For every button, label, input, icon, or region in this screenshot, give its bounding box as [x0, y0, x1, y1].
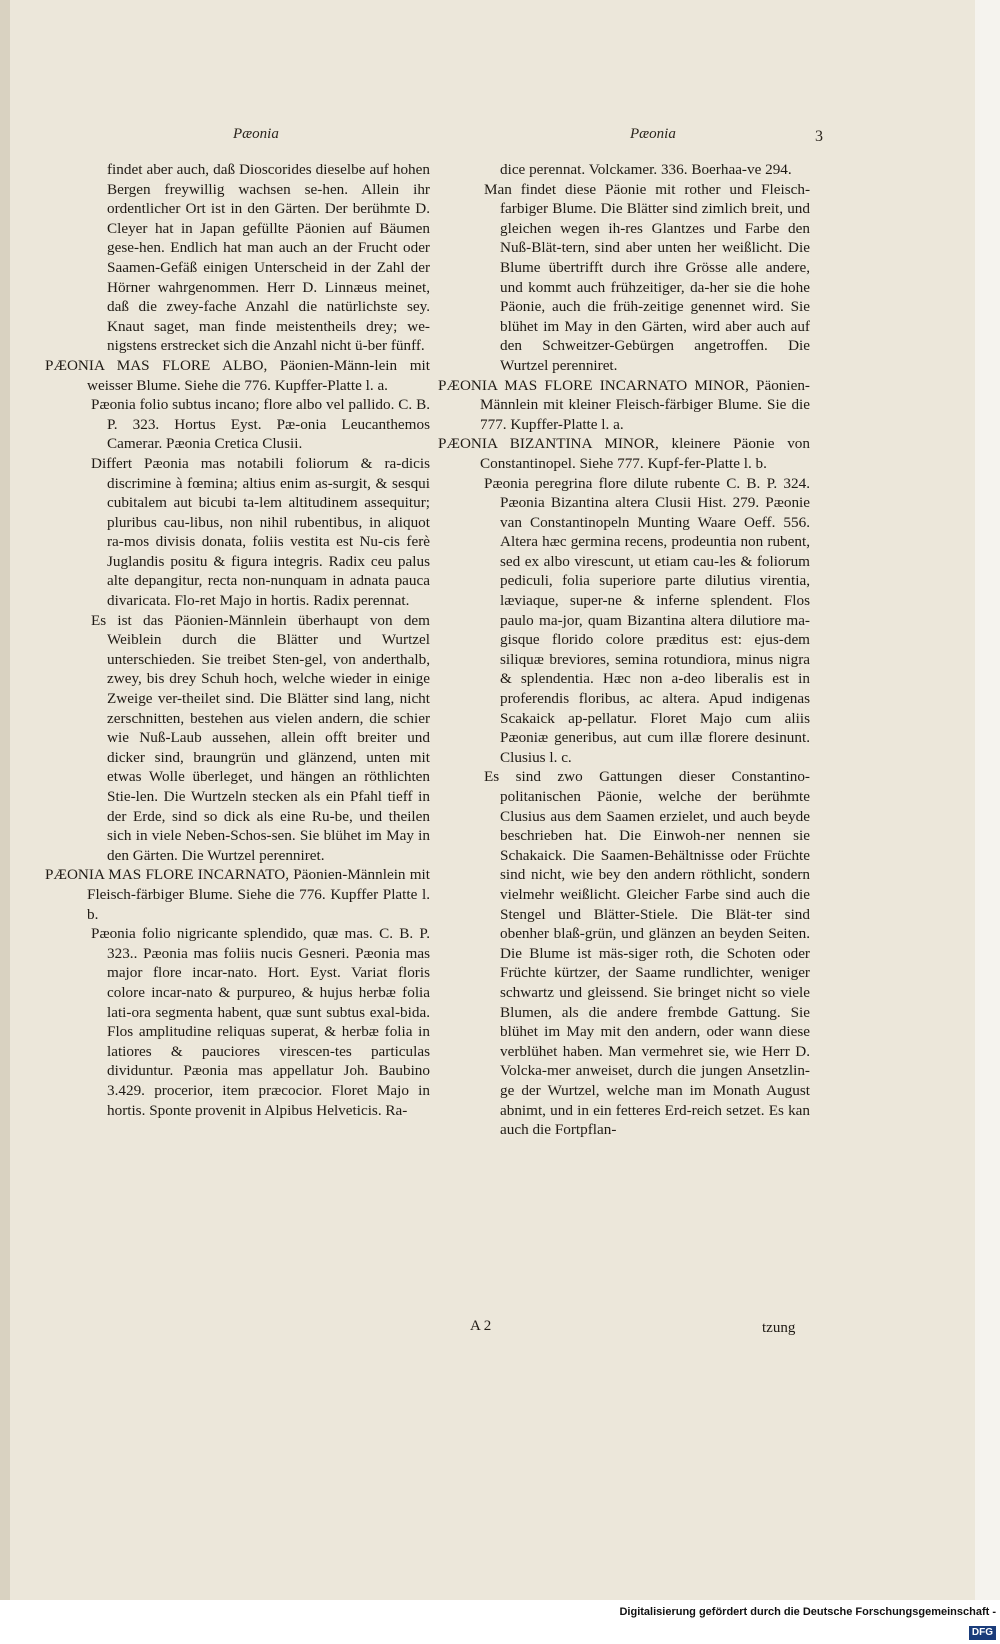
- page-margin: [975, 0, 1000, 1600]
- digitization-credit: [600, 1602, 1000, 1639]
- header-left-title: Pæonia: [233, 126, 279, 142]
- latin-synonyms: Pæonia folio subtus incano; flore albo vel pallido. C. B. P. 323. Hortus Eyst. Pæ-onia Leucanthemos Camerar. Pæonia Cretica Clusii.: [91, 396, 430, 453]
- header-right-title: Pæonia: [630, 126, 676, 142]
- signature-mark: A 2: [470, 1318, 492, 1334]
- latin-description: Pæonia peregrina flore dilute rubente C. B. P. 324. Pæonia Bizantina altera Clusii Hist. 279. Pæonie van Constantinopeln Munting Waare Oeff. 556. Altera hæc germina recens, prodeuntia non rubent, sed ex albo virescunt, ut etiam cau-les & foliorum pediculi, folia superiore parte dilutius virentia, læviaque, super-ne & inferne splendent. Flos paulo ma-jor, quam Bizantina altera dilutiore ma-gisque florido colore præditus est: ejus-dem siliquæ breviores, semina rotundiora, minus nigra & splendentia. Hæc non a-deo liberalis est in proferendis floribus, ac altera. Apud indigenas Scakaick ap-pellatur. Floret Majo cum aliis Pæoniæ generibus, aut cum illæ florere desinunt. Clusius l. c.: [484, 474, 810, 766]
- page-number: 3: [815, 128, 823, 145]
- left-column: [45, 160, 430, 1120]
- right-column: [438, 160, 810, 1140]
- species-heading: PÆONIA BIZANTINA MINOR, kleinere Päonie von Constantinopel. Siehe 777. Kupf-fer-Platte l. b.: [438, 435, 810, 472]
- german-description: Es ist das Päonien-Männlein überhaupt von dem Weiblein durch die Blätter und Wurtzel unterschieden. Sie treibet Sten-gel, von anderthalb, zwey, bis drey Schuh hoch, welche wieder in einige Zweige ver-theilet sind. Die Blätter sind lang, nicht zerschnitten, bestehen aus vielen andern, die schier wie Nuß-Laub aussehen, allein offt breiter und dicker sind, braungrün und glänzend, unten mit etwas Wolle überleget, und hängen an röthlichten Stie-len. Die Wurtzeln stecken als ein Pfahl tieff in der Erde, sind so dick als eine Ru-be, und theilen sich in viele Neben-Schos-sen. Sie blühet im May in den Gärten. Die Wurtzel perenniret.: [91, 611, 430, 864]
- running-header: [0, 126, 975, 152]
- credit-text: Digitalisierung gefördert durch die Deutsche Forschungsgemeinschaft -: [619, 1606, 996, 1618]
- catchword: tzung: [762, 1320, 796, 1336]
- paragraph: findet aber auch, daß Dioscorides dieselbe auf hohen Bergen freywillig wachsen se-hen. Allein ihr ordentlicher Ort ist in den Gärten. Der berühmte D. Cleyer hat in Japan gefüllte Päonien auf Bäumen gese-hen. Endlich hat man auch an der Frucht oder Saamen-Gefäß einigen Unterscheid in der Zahl der Hörner wahrgenommen. Herr D. Linnæus meinet, daß die zwey-fache Anzahl die natürlichste sey. Knaut saget, man finde meistentheils drey; we-nigstens erstrecket sich die Anzahl nicht ü-ber fünff.: [107, 161, 430, 355]
- paragraph: dice perennat. Volckamer. 336. Boerhaa-ve 294.: [500, 161, 792, 178]
- binding-edge: [0, 0, 10, 1600]
- species-heading: PÆONIA MAS FLORE INCARNATO MINOR, Päonien-Männlein mit kleiner Fleisch-färbiger Blume. Sie die 777. Kupffer-Platte l. a.: [438, 376, 810, 433]
- german-description: Man findet diese Päonie mit rother und Fleisch-farbiger Blume. Die Blätter sind zimlich breit, und gleichen wegen ih-res Glantzes und Farbe den Nuß-Blät-tern, sind aber unten her weißlicht. Die Blume übertrifft durch ihre Grösse alle andere, und kommt auch frühzeitiger, da-her sie die hohe Päonie, auch die früh-zeitige genennet wird. Sie blühet im May in den Gärten, wird aber auch auf den Schweitzer-Gebürgen angetroffen. Die Wurtzel perenniret.: [484, 180, 810, 374]
- latin-description: Differt Pæonia mas notabili foliorum & ra-dicis discrimine à fœmina; altius enim as-surgit, & sesqui cubitalem aut bicubi ta-lem altitudinem assequitur; pluribus cau-libus, non nihil rubentibus, in aliquot ra-mos divisis donata, foliis vestita est Nu-cis ferè Juglandis positu & figura integris. Radix ceu palus alte depangitur, recta non-nunquam in adnata pauca divaricata. Flo-ret Majo in hortis. Radix perennat.: [91, 454, 430, 610]
- latin-description: Pæonia folio nigricante splendido, quæ mas. C. B. P. 323.. Pæonia mas foliis nucis Gesneri. Pæonia mas major flore incar-nato. Hort. Eyst. Variat floris colore incar-nato & purpureo, & hujus herbæ folia lati-ora segmenta habent, quæ sunt subtus exal-bida. Flos amplitudine reliquas superat, & herbæ folia in latiores & pauciores virescen-tes particulas dividuntur. Pæonia mas appellatur Joh. Baubino 3.429. procerior, item præcocior. Floret Majo in hortis. Sponte provenit in Alpibus Helveticis. Ra-: [91, 925, 430, 1119]
- species-heading: PÆONIA MAS FLORE ALBO, Päonien-Männ-lein mit weisser Blume. Siehe die 776. Kupffer-Platte l. a.: [45, 356, 430, 394]
- dfg-logo: DFG: [969, 1626, 996, 1640]
- species-heading: PÆONIA MAS FLORE INCARNATO, Päonien-Männlein mit Fleisch-färbiger Blume. Siehe die 776. Kupffer Platte l. b.: [45, 866, 430, 923]
- german-description: Es sind zwo Gattungen dieser Constantino-politanischen Päonie, welche der berühmte Clusius aus dem Saamen erzielet, und auch beyde beschrieben hat. Die Einwoh-ner nennen sie Schakaick. Die Saamen-Behältnisse oder Früchte sind nicht, wie bey den andern röthlicht, sondern vielmehr weißlicht. Gleicher Farbe sind auch die Stengel und Blätter-Stiele. Die Blät-ter sind obenher blaß-grün, und glänzen an beyden Seiten. Die Blume ist mäs-siger roth, die Schoten oder Früchte kürtzer, der Saame rundlichter, weniger schwartz und gleissend. Sie bringet nicht so viele Blumen, als die andere frembde Gattung. Sie blühet im May mit den andern, oder wann diese verblühet haben. Man vermehret sie, wie Herr D. Volcka-mer anweiset, durch die jungen Ansetzlin-ge der Wurtzel, welche man im Monath August abnimt, und in ein fetteres Erd-reich setzet. Es kan auch die Fortpflan-: [484, 768, 810, 1139]
